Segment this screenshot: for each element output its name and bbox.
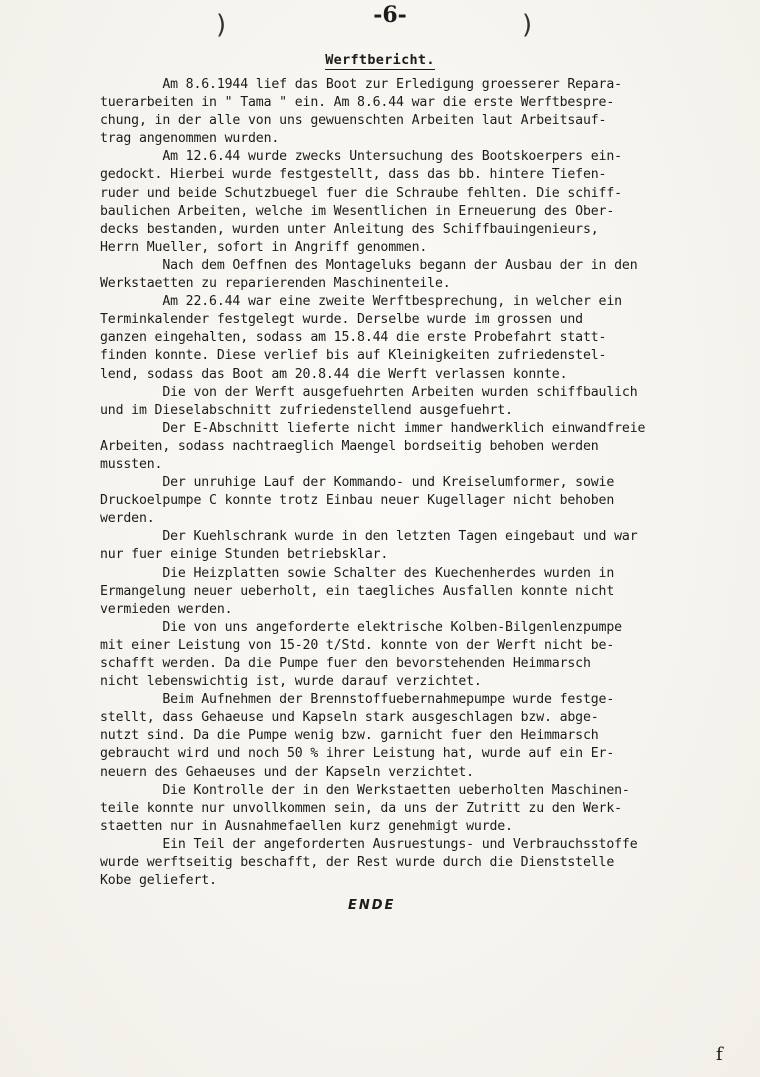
text-line: gebraucht wird und noch 50 % ihrer Leistung hat, wurde auf ein Er-: [100, 746, 615, 762]
text-line: Am 22.6.44 war eine zweite Werftbesprechung, in welcher ein: [100, 294, 622, 310]
page-number: -6-: [373, 2, 407, 28]
paragraph: [100, 474, 740, 528]
text-line: Der Kuehlschrank wurde in den letzten Tagen eingebaut und war: [100, 529, 638, 545]
paragraph: [100, 148, 740, 257]
text-line: Der E-Abschnitt lieferte nicht immer handwerklich einwandfreie: [100, 420, 646, 436]
text-line: finden konnte. Diese verlief bis auf Kleinigkeiten zufriedenstel-: [100, 348, 607, 364]
text-line: Am 12.6.44 wurde zwecks Untersuchung des Bootskoerpers ein-: [100, 149, 622, 165]
paragraph: [100, 293, 740, 383]
text-line: ruder und beide Schutzbuegel fuer die Schraube fehlten. Die schiff-: [100, 185, 622, 201]
text-line: nicht lebenswichtig ist, wurde darauf verzichtet.: [100, 674, 482, 690]
text-line: mit einer Leistung von 15-20 t/Std. konnte von der Werft nicht be-: [100, 637, 615, 653]
document-title: [0, 52, 760, 68]
text-line: Herrn Mueller, sofort in Angriff genommen.: [100, 239, 428, 255]
text-line: baulichen Arbeiten, welche im Wesentlichen in Erneuerung des Ober-: [100, 203, 615, 219]
punch-mark-right: ): [522, 10, 533, 40]
text-line: lend, sodass das Boot am 20.8.44 die Werft verlassen konnte.: [100, 366, 568, 382]
paragraph: [100, 76, 740, 148]
text-line: Die von uns angeforderte elektrische Kolben-Bilgenlenzpumpe: [100, 619, 622, 635]
text-line: gedockt. Hierbei wurde festgestellt, dass das bb. hintere Tiefen-: [100, 167, 607, 183]
text-line: Die Kontrolle der in den Werkstaetten ueberholten Maschinen-: [100, 782, 630, 798]
text-line: teile konnte nur unvollkommen sein, da uns der Zutritt zu den Werk-: [100, 800, 622, 816]
text-line: schafft werden. Da die Pumpe fuer den bevorstehenden Heimmarsch: [100, 656, 591, 671]
paragraph: [100, 565, 740, 619]
text-line: stellt, dass Gehaeuse und Kapseln stark ausgeschlagen bzw. abge-: [100, 710, 599, 726]
paragraph: [100, 836, 740, 890]
handwritten-corner-mark: f: [716, 1044, 723, 1065]
paragraph: [100, 420, 740, 474]
paragraph: [100, 384, 740, 420]
end-mark: ENDE: [348, 898, 396, 913]
text-line: tuerarbeiten in " Tama " ein. Am 8.6.44 war die erste Werftbespre-: [100, 95, 615, 111]
text-line: ganzen eingehalten, sodass am 15.8.44 die erste Probefahrt statt-: [100, 330, 607, 346]
text-line: wurde werftseitig beschafft, der Rest wurde durch die Dienststelle: [100, 855, 615, 871]
text-line: nutzt sind. Da die Pumpe wenig bzw. garnicht fuer den Heimmarsch: [100, 728, 599, 744]
report-body: [100, 76, 740, 890]
text-line: werden.: [100, 511, 155, 527]
text-line: Kobe geliefert.: [100, 873, 217, 889]
text-line: Die von der Werft ausgefuehrten Arbeiten wurden schiffbaulich: [100, 384, 638, 400]
punch-mark-left: ): [216, 10, 227, 40]
text-line: Am 8.6.1944 lief das Boot zur Erledigung groesserer Repara-: [100, 77, 622, 92]
paragraph: [100, 691, 740, 781]
text-line: trag angenommen wurden.: [100, 131, 280, 147]
text-line: Werkstaetten zu reparierenden Maschinenteile.: [100, 276, 451, 292]
text-line: neuern des Gehaeuses und der Kapseln verzichtet.: [100, 764, 474, 780]
text-line: decks bestanden, wurden unter Anleitung des Schiffbauingenieurs,: [100, 221, 599, 237]
text-line: chung, in der alle von uns gewuenschten Arbeiten laut Arbeitsauf-: [100, 113, 607, 129]
text-line: Nach dem Oeffnen des Montageluks begann der Ausbau der in den: [100, 257, 638, 273]
text-line: Der unruhige Lauf der Kommando- und Kreiselumformer, sowie: [100, 475, 615, 491]
text-line: Terminkalender festgelegt wurde. Derselbe wurde im grossen und: [100, 312, 583, 328]
text-line: Die Heizplatten sowie Schalter des Kuechenherdes wurden in: [100, 565, 615, 581]
text-line: Beim Aufnehmen der Brennstoffuebernahmepumpe wurde festge-: [100, 692, 615, 708]
paragraph: [100, 528, 740, 564]
paragraph: [100, 782, 740, 836]
text-line: nur fuer einige Stunden betriebsklar.: [100, 547, 389, 563]
text-line: mussten.: [100, 456, 163, 472]
paragraph: [100, 619, 740, 691]
text-line: Druckoelpumpe C konnte trotz Einbau neuer Kugellager nicht behoben: [100, 493, 615, 509]
text-line: staetten nur in Ausnahmefaellen kurz genehmigt wurde.: [100, 818, 513, 834]
text-line: vermieden werden.: [100, 601, 233, 617]
text-line: und im Dieselabschnitt zufriedenstellend ausgefuehrt.: [100, 402, 513, 418]
title-text: Werftbericht.: [325, 52, 435, 68]
text-line: Ein Teil der angeforderten Ausruestungs- und Verbrauchsstoffe: [100, 836, 638, 852]
paragraph: [100, 257, 740, 293]
text-line: Ermangelung neuer ueberholt, ein taegliches Ausfallen konnte nicht: [100, 583, 615, 599]
text-line: Arbeiten, sodass nachtraeglich Maengel bordseitig behoben werden: [100, 438, 599, 454]
